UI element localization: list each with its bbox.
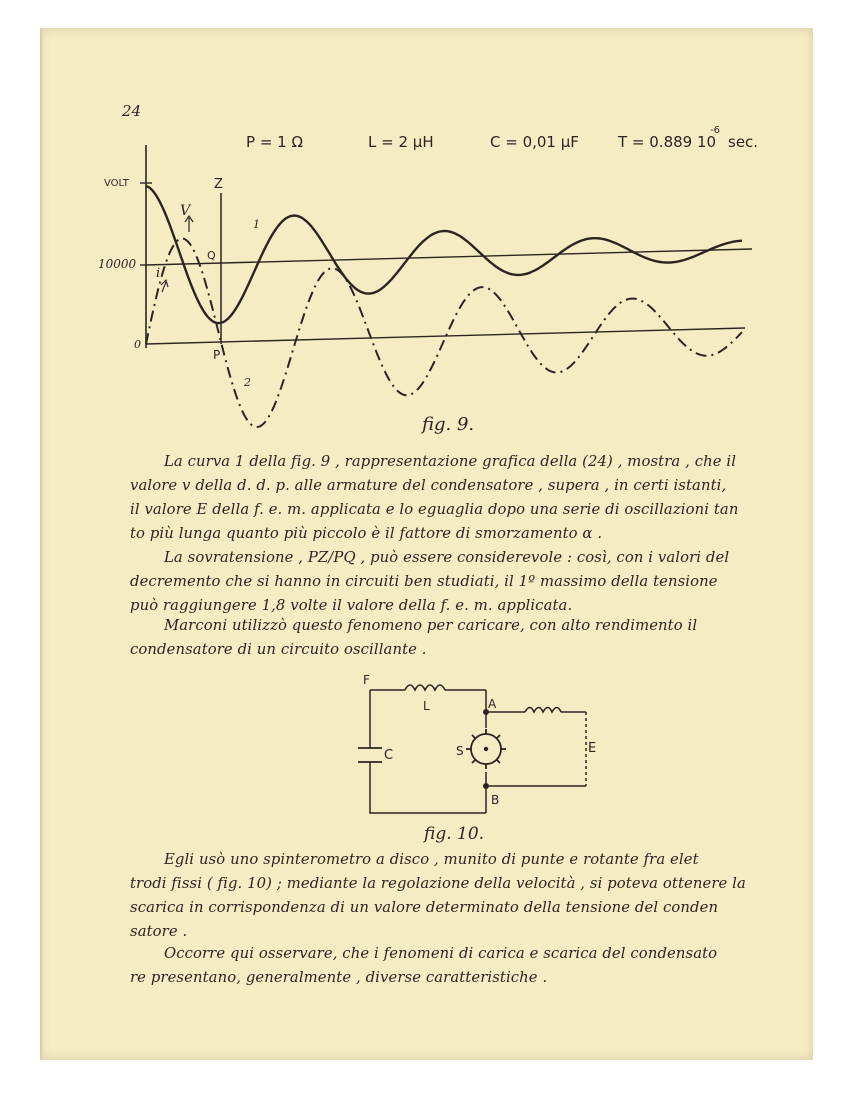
y-tick-label-0: 0 xyxy=(134,338,141,351)
label-L: L xyxy=(423,699,430,713)
text-line: condensatore di un circuito oscillante . xyxy=(130,641,427,658)
paragraph-1 xyxy=(130,450,774,546)
text-line: Egli usò uno spinterometro a disco , munito di punte e rotante fra elet xyxy=(164,851,699,868)
paragraph-2 xyxy=(130,546,774,618)
param-T-exponent: -6 xyxy=(710,125,720,136)
label-S: S xyxy=(456,744,464,758)
zero-line xyxy=(146,328,745,344)
fig10-circuit xyxy=(358,673,596,813)
text-line: La sovratensione , PZ/PQ , può essere considerevole : così, con i valori del xyxy=(164,549,730,566)
text-line: Marconi utilizzò questo fenomeno per caricare, con alto rendimento il xyxy=(164,617,698,634)
curve-2-current xyxy=(146,239,742,428)
curve-1-label: 1 xyxy=(253,218,260,231)
label-A: A xyxy=(488,697,497,711)
text-line: il valore E della f. e. m. applicata e lo eguaglia dopo una serie di oscillazioni tan xyxy=(130,501,739,518)
param-C: C = 0,01 μF xyxy=(490,133,579,151)
y-tick-label-10000: 10000 xyxy=(98,257,137,271)
label-C: C xyxy=(384,748,394,763)
text-line: to più lunga quanto più piccolo è il fattore di smorzamento α . xyxy=(130,525,603,542)
param-T-unit: sec. xyxy=(728,133,759,151)
text-line: scarica in corrispondenza di un valore determinato della tensione del conden xyxy=(130,899,719,916)
text-line: trodi fissi ( fig. 10) ; mediante la regolazione della velocità , si poteva ottenere la xyxy=(130,875,746,892)
wire-left-bottom xyxy=(370,762,486,813)
param-R: P = 1 Ω xyxy=(246,133,303,151)
text-line: valore v della d. d. p. alle armature del condensatore , supera , in certi istanti, xyxy=(130,477,727,494)
label-v: V xyxy=(180,203,191,219)
point-P: P xyxy=(213,348,221,362)
page-number: 24 xyxy=(122,102,142,120)
paragraph-4 xyxy=(130,848,774,944)
text-line: Occorre qui osservare, che i fenomeni di carica e scarica del condensato xyxy=(164,945,718,962)
param-L: L = 2 μH xyxy=(368,133,434,151)
label-i: i xyxy=(156,266,161,281)
text-line: decremento che si hanno in circuiti ben studiati, il 1º massimo della tensione xyxy=(130,573,718,590)
inductor-L xyxy=(405,685,445,690)
paragraph-3 xyxy=(130,614,774,662)
i-arrow xyxy=(161,280,168,292)
curve-1-voltage xyxy=(146,186,742,323)
spark-disc-hub xyxy=(484,747,488,751)
text-line: satore . xyxy=(130,923,188,940)
label-E: E xyxy=(588,741,597,756)
y-axis-label: VOLT xyxy=(104,178,129,189)
point-Z: Z xyxy=(214,177,223,192)
text-line: re presentano, generalmente , diverse caratteristiche . xyxy=(130,969,548,986)
param-T: T = 0.889 10 xyxy=(618,133,717,151)
fig9-caption: fig. 9. xyxy=(422,414,475,435)
curve-2-label: 2 xyxy=(244,376,251,389)
point-Q: Q xyxy=(207,249,216,262)
label-F: F xyxy=(363,673,370,687)
text-line: La curva 1 della fig. 9 , rappresentazione grafica della (24) , mostra , che il xyxy=(164,453,737,470)
label-B: B xyxy=(491,793,500,807)
text-line: può raggiungere 1,8 volte il valore della f. e. m. applicata. xyxy=(130,597,573,614)
paragraph-5 xyxy=(130,942,774,990)
inductor-right xyxy=(525,708,561,713)
fig10-caption: fig. 10. xyxy=(424,824,485,844)
